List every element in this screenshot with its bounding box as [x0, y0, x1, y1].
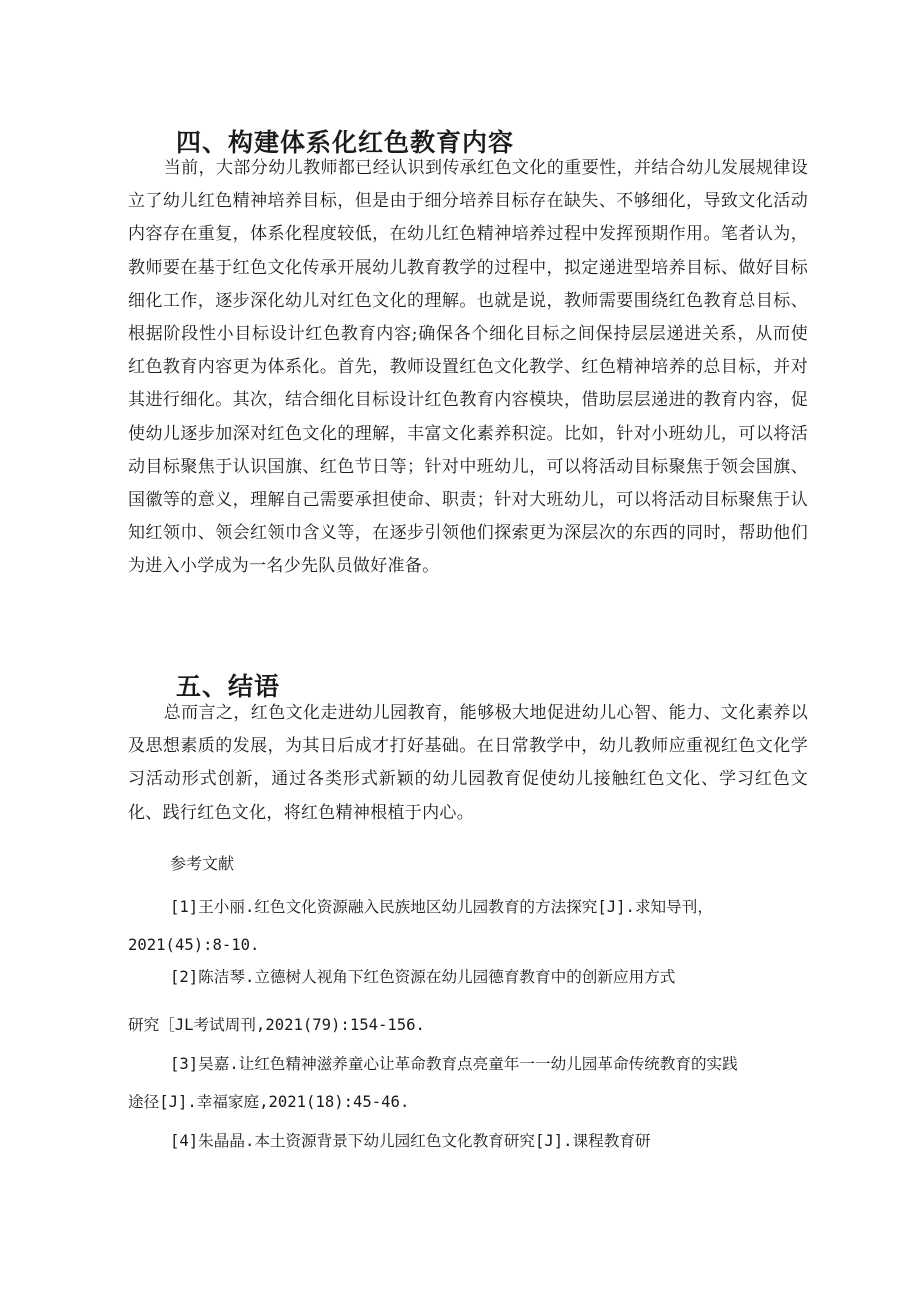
reference-item: [128, 1122, 818, 1160]
reference-line: [4]朱晶晶.本土资源背景下幼儿园红色文化教育研究[J].课程教育研: [170, 1132, 651, 1150]
reference-line: 2021(45):8-10.: [128, 936, 260, 954]
references-title: 参考文献: [170, 854, 235, 873]
reference-item: [128, 958, 818, 1044]
reference-item: [128, 1045, 818, 1121]
reference-line: [3]吴嘉.让红色精神滋养童心让革命教育点亮童年一一幼儿园革命传统教育的实践: [170, 1055, 738, 1073]
section-4-paragraph: 当前，大部分幼儿教师都已经认识到传承红色文化的重要性，并结合幼儿发展规律设立了幼儿红色精神培养目标，但是由于细分培养目标存在缺失、不够细化，导致文化活动内容存在重复，体系化程度较低，在幼儿红色精神培养过程中发挥预期作用。笔者认为，教师要在基于红色文化传承开展幼儿教育教学的过程中，拟定递进型培养目标、做好目标细化工作，逐步深化幼儿对红色文化的理解。也就是说，教师需要围绕红色教育总目标、根据阶段性小目标设计红色教育内容;确保各个细化目标之间保持层层递进关系，从而使红色教育内容更为体系化。首先，教师设置红色文化教学、红色精神培养的总目标，并对其进行细化。其次，结合细化目标设计红色教育内容模块，借助层层递进的教育内容，促使幼儿逐步加深对红色文化的理解，丰富文化素养积淀。比如，针对小班幼儿，可以将活动目标聚焦于认识国旗、红色节日等；针对中班幼儿，可以将活动目标聚焦于领会国旗、国徽等的意义，理解自己需要承担使命、职责；针对大班幼儿，可以将活动目标聚焦于认知红领巾、领会红领巾含义等，在逐步引领他们探索更为深层次的东西的同时，帮助他们为进入小学成为一名少先队员做好准备。: [128, 158, 808, 577]
reference-line: [1]王小丽.红色文化资源融入民族地区幼儿园教育的方法探究[J].求知导刊，: [170, 898, 713, 916]
reference-line: 研究［JL考试周刊,2021(79):154-156.: [128, 1016, 425, 1034]
reference-line: [2]陈洁琴.立德树人视角下红色资源在幼儿园德育教育中的创新应用方式: [170, 968, 676, 986]
reference-item: [128, 888, 818, 964]
section-4-heading: 四、构建体系化红色教育内容: [176, 127, 515, 157]
reference-line: 途径[J].幸福家庭,2021(18):45-46.: [128, 1093, 410, 1111]
section-5-heading: 五、结语: [176, 671, 281, 701]
section-5-paragraph: 总而言之，红色文化走进幼儿园教育，能够极大地促进幼儿心智、能力、文化素养以及思想素质的发展，为其日后成才打好基础。在日常教学中，幼儿教师应重视红色文化学习活动形式创新，通过各类形式新颖的幼儿园教育促使幼儿接触红色文化、学习红色文化、践行红色文化，将红色精神根植于内心。: [128, 703, 808, 823]
